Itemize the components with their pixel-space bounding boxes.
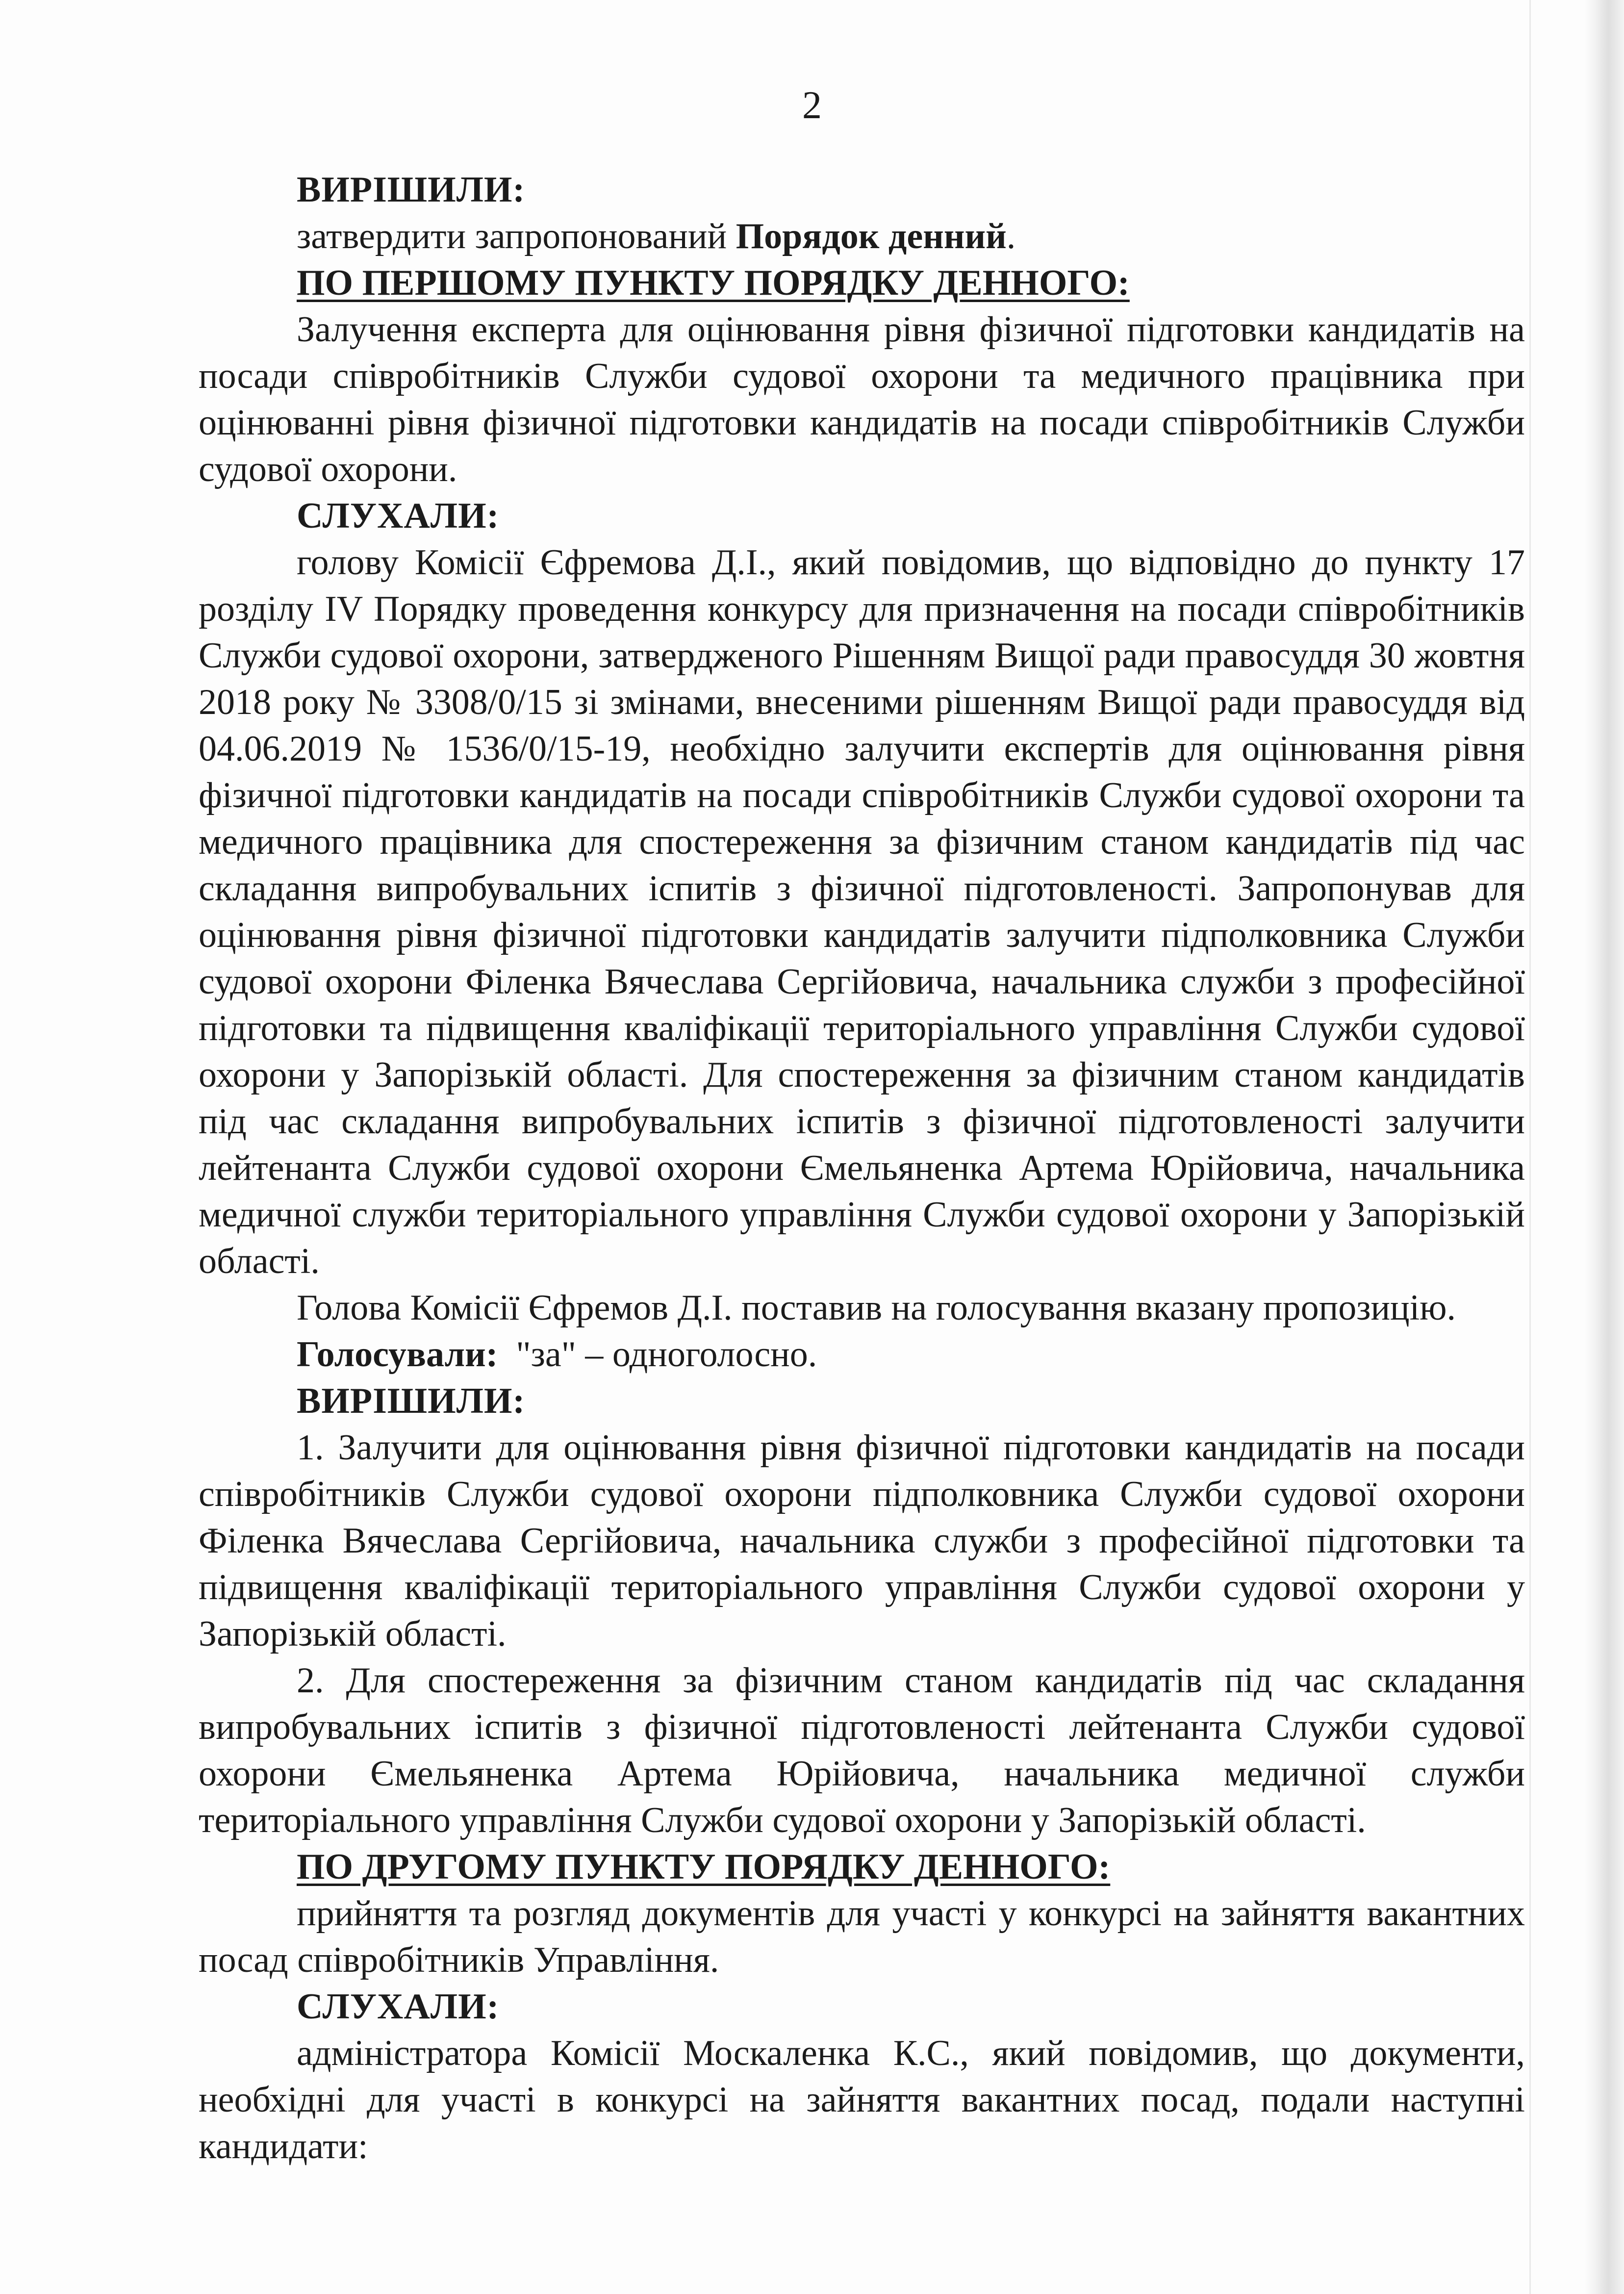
decided-label: ВИРІШИЛИ: — [297, 170, 526, 210]
item-1-decision-2: 2. Для спостереження за фізичним станом кандидатів під час складання випробувальних іспитів з фізичної підготовленості лейтенанта Служби судової охорони Ємельяненка Артема Юрійовича, начальника медичної служби територіального управління Служби судової охорони у Запорізькій області. — [199, 1660, 1525, 1840]
document-body — [199, 167, 1525, 2170]
item-1-vote-proposal: Голова Комісії Єфремов Д.І. поставив на голосування вказану пропозицію. — [297, 1288, 1456, 1328]
decided-agenda-text — [199, 213, 1525, 260]
page-number: 2 — [802, 84, 822, 127]
item-2-heading: ПО ДРУГОМУ ПУНКТУ ПОРЯДКУ ДЕННОГО: — [297, 1847, 1111, 1887]
item-1-decision-1: 1. Залучити для оцінювання рівня фізичної підготовки кандидатів на посади співробітників Служби судової охорони підполковника Служби судової охорони Філенка Вячеслава Сергійовича, начальника служби з професійної підготовки та підвищення кваліфікації територіального управління Служби судової охорони у Запорізькій області. — [199, 1427, 1525, 1654]
voted-text: "за" – одноголосно. — [516, 1334, 817, 1375]
item-1-description: Залучення експерта для оцінювання рівня фізичної підготовки кандидатів на посади співробітників Служби судової охорони та медичного працівника при оцінюванні рівня фізичної підготовки кандидатів на посади співробітників Служби судової охорони. — [199, 309, 1525, 489]
item-1-decided-label: ВИРІШИЛИ: — [297, 1381, 526, 1421]
item-2-heard-text: адміністратора Комісії Москаленка К.С., який повідомив, що документи, необхідні для участі в конкурсі на зайняття вакантних посад, подали наступні кандидати: — [199, 2033, 1525, 2167]
scan-edge-shadow — [1585, 0, 1624, 2294]
decided-agenda-suffix: . — [1006, 216, 1016, 256]
voted-label: Голосували: — [297, 1334, 498, 1375]
decided-agenda-prefix: затвердити запропонований — [297, 216, 736, 256]
scan-artifact-line — [1529, 0, 1531, 2294]
item-1-heading: ПО ПЕРШОМУ ПУНКТУ ПОРЯДКУ ДЕННОГО: — [297, 263, 1130, 303]
agenda-bold: Порядок денний — [736, 216, 1007, 256]
item-1-heard-label: СЛУХАЛИ: — [297, 496, 500, 536]
item-1-heard-text: голову Комісії Єфремова Д.І., який повідомив, що відповідно до пункту 17 розділу IV Порядку проведення конкурсу для призначення на посади співробітників Служби судової охорони, затвердженого Рішенням Вищої ради правосуддя 30 жовтня 2018 року № 3308/0/15 зі змінами, внесеними рішенням Вищої ради правосуддя від 04.06.2019 № 1536/0/15-19, необхідно залучити експертів для оцінювання рівня фізичної підготовки кандидатів на посади співробітників Служби судової охорони та медичного працівника для спостереження за фізичним станом кандидатів під час складання випробувальних іспитів з фізичної підготовленості. Запропонував для оцінювання рівня фізичної підготовки кандидатів залучити підполковника Служби судової охорони Філенка Вячеслава Сергійовича, начальника служби з професійної підготовки та підвищення кваліфікації територіального управління Служби судової охорони у Запорізькій області. Для спостереження за фізичним станом кандидатів під час складання випробувальних іспитів з фізичної підготовленості залучити лейтенанта Служби судової охорони Ємельяненка Артема Юрійовича, начальника медичної служби територіального управління Служби судової охорони у Запорізькій області. — [199, 542, 1525, 1281]
item-1-voted — [199, 1331, 1525, 1378]
item-2-heard-label: СЛУХАЛИ: — [297, 1987, 500, 2027]
item-2-description: прийняття та розгляд документів для участі у конкурсі на зайняття вакантних посад співробітників Управління. — [199, 1893, 1525, 1980]
